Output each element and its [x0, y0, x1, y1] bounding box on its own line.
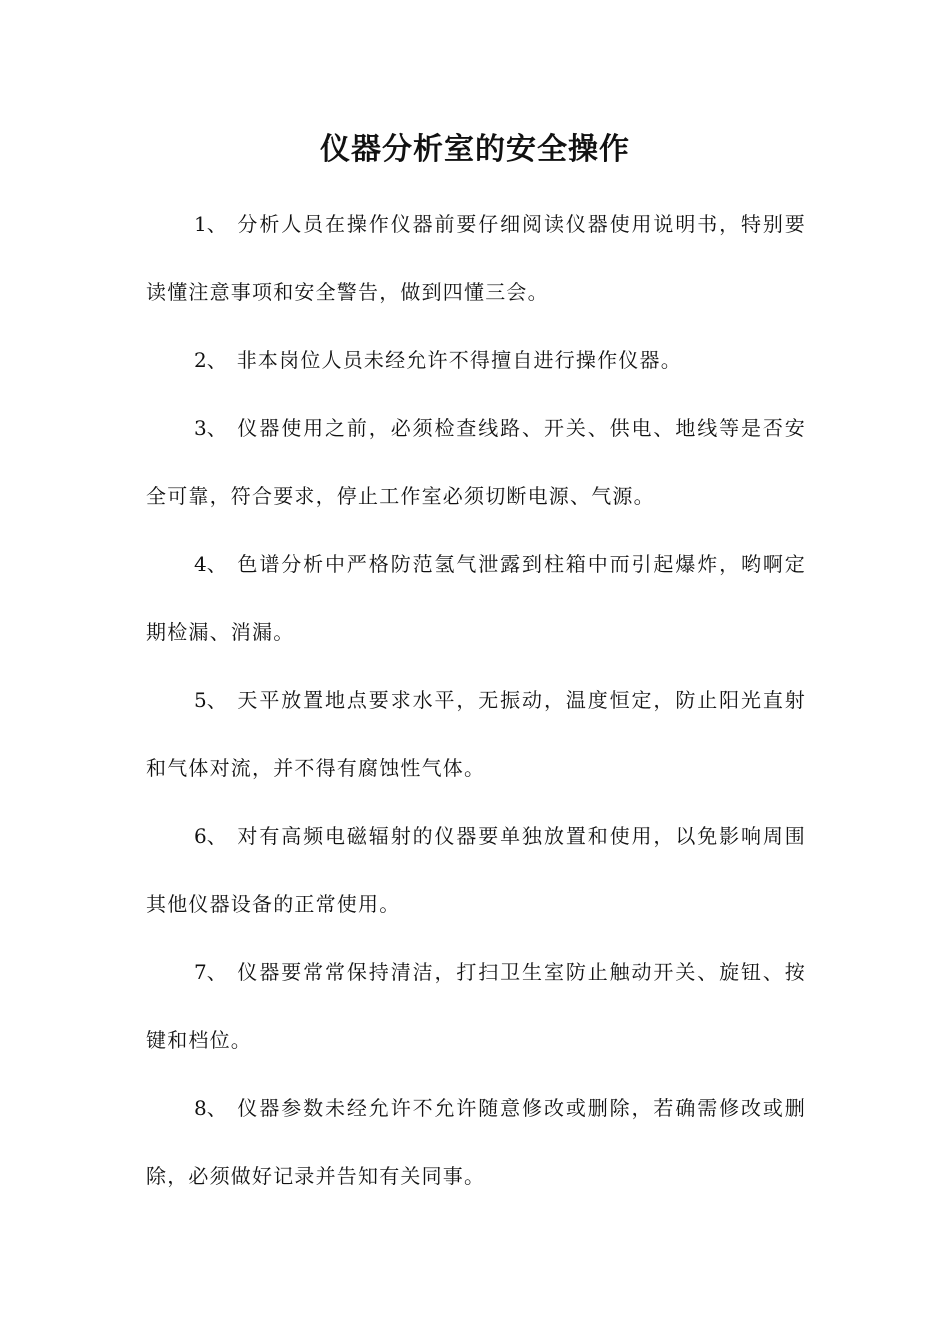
item-separator: 、: [206, 1096, 227, 1120]
item-separator: 、: [206, 688, 227, 712]
item-text: 对有高频电磁辐射的仪器要单独放置和使用，以免影响周围其他仪器设备的正常使用。: [146, 824, 806, 916]
item-number: 6: [194, 824, 207, 848]
list-item-7: [146, 938, 806, 1074]
item-separator: 、: [206, 824, 227, 848]
item-separator: 、: [206, 552, 227, 576]
item-text: 分析人员在操作仪器前要仔细阅读仪器使用说明书，特别要读懂注意事项和安全警告，做到四懂三会。: [146, 212, 806, 304]
document-body: [146, 190, 806, 1210]
list-item-1: [146, 190, 806, 326]
item-number: 7: [194, 960, 207, 984]
item-text: 色谱分析中严格防范氢气泄露到柱箱中而引起爆炸，哟啊定期检漏、消漏。: [146, 552, 806, 644]
list-item-6: [146, 802, 806, 938]
item-separator: 、: [206, 212, 227, 236]
page-title: 仪器分析室的安全操作: [320, 132, 630, 167]
list-item-5: [146, 666, 806, 802]
item-text: 仪器参数未经允许不允许随意修改或删除，若确需修改或删除，必须做好记录并告知有关同事。: [146, 1096, 806, 1188]
item-number: 3: [194, 416, 207, 440]
item-text: 非本岗位人员未经允许不得擅自进行操作仪器。: [236, 348, 682, 372]
item-number: 4: [194, 552, 207, 576]
list-item-4: [146, 530, 806, 666]
item-separator: 、: [206, 348, 227, 372]
list-item-3: [146, 394, 806, 530]
item-separator: 、: [206, 960, 227, 984]
list-item-2: [146, 326, 806, 394]
item-text: 仪器要常常保持清洁，打扫卫生室防止触动开关、旋钮、按键和档位。: [146, 960, 806, 1052]
item-number: 1: [194, 212, 207, 236]
item-text: 天平放置地点要求水平，无振动，温度恒定，防止阳光直射和气体对流，并不得有腐蚀性气体。: [146, 688, 806, 780]
item-number: 8: [194, 1096, 207, 1120]
item-number: 2: [194, 348, 207, 372]
item-text: 仪器使用之前，必须检查线路、开关、供电、地线等是否安全可靠，符合要求，停止工作室必须切断电源、气源。: [146, 416, 806, 508]
item-number: 5: [194, 688, 207, 712]
item-separator: 、: [206, 416, 227, 440]
list-item-8: [146, 1074, 806, 1210]
